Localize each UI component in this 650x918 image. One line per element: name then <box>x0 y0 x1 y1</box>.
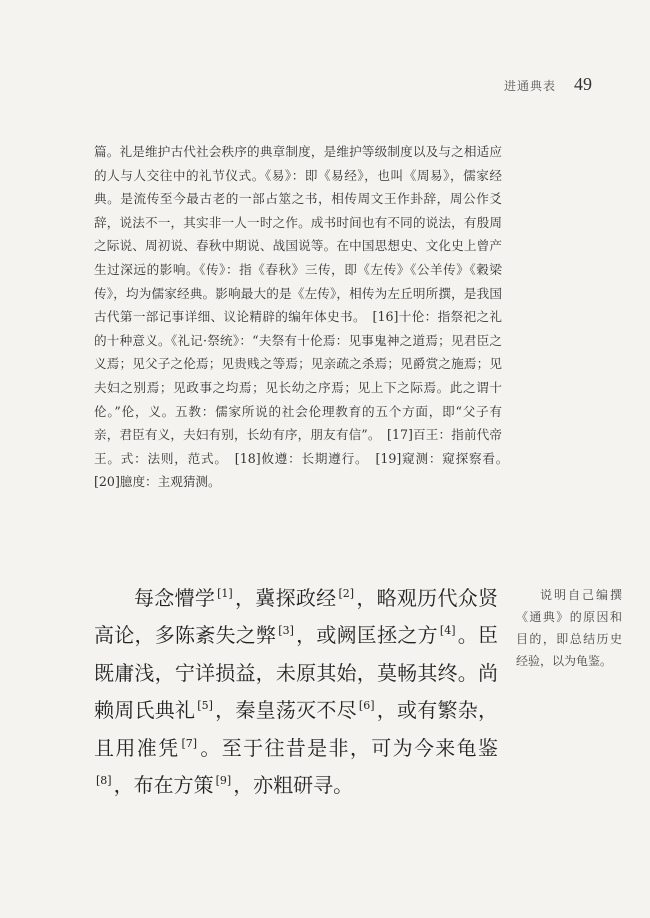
footnote-marker: [4] <box>439 624 456 638</box>
footnote-marker: [3] <box>278 624 294 638</box>
footnote-marker: [6] <box>358 699 375 713</box>
main-segment: ，亦粗研寻。 <box>233 773 354 798</box>
annotation-notes <box>94 140 515 494</box>
notes-text: 篇。礼是维护古代社会秩序的典章制度，是维护等级制度以及与之相适应的人与人交往中的礼节仪式。《易》：即《易经》，也叫《周易》，儒家经典。是流传至今最古老的一部占筮之书，相传周文王作卦辞，周公作爻辞，说法不一，其实非一人一时之作。成书时间也有不同的说法，有殷周之际说、周初说、春秋中期说、战国说等。在中国思想史、文化史上曾产生过深远的影响。《传》：指《春秋》三传，即《左传》《公羊传》《穀梁传》，均为儒家经典。影响最大的是《左传》，相传为左丘明所撰，是我国古代第一部记事详细、议论精辟的编年体史书。 [16]十伦：指祭祀之礼的十种意义。《礼记·祭统》：“夫祭有十伦焉：见事鬼神之道焉；见君臣之义焉；见父子之伦焉；见贵贱之等焉；见亲疏之杀焉；见爵赏之施焉；见夫妇之别焉；见政事之均焉；见长幼之序焉；见上下之际焉。此之谓十伦。”伦，义。五教：儒家所说的社会伦理教育的五个方面，即“父子有亲，君臣有义，夫妇有别，长幼有序，朋友有信”。 [17]百王：指前代帝王。式：法则，范式。 [18]攸遵：长期遵行。 [19]窥测：窥探察看。 [20]臆度：主观猜测。 <box>94 144 515 490</box>
main-segment: ，或阙匡拯之方 <box>295 623 438 648</box>
footnote-marker: [7] <box>181 736 198 750</box>
main-segment: ，略观历代众贤高论，多陈紊失之弊 <box>94 586 499 648</box>
main-segment: 每念懵学 <box>134 586 216 610</box>
main-segment: ，冀探政经 <box>234 586 337 610</box>
main-segment: ，布在方策 <box>113 773 214 798</box>
margin-note-text: 说明自己编撰《通典》的原因和目的，即总结历史经验，以为龟鉴。 <box>516 588 622 668</box>
main-paragraph <box>94 580 498 804</box>
footnote-marker: [9] <box>215 774 232 788</box>
header-title: 进通典表 <box>503 79 556 93</box>
margin-note <box>516 584 622 672</box>
footnote-marker: [1] <box>217 587 233 600</box>
main-segment: ，或有繁杂，且用准凭 <box>94 698 499 760</box>
main-segment: 。至于往昔是非，可为今来龟鉴 <box>199 735 499 760</box>
main-segment: ，秦皇荡灭不尽 <box>214 698 357 723</box>
main-segment: 。臣既庸浅，宁详损益，未原其始，莫畅其终。尚赖周氏典礼 <box>94 623 499 723</box>
footnote-marker: [5] <box>197 699 213 713</box>
main-text <box>94 580 498 804</box>
footnote-marker: [2] <box>338 587 355 600</box>
footnote-marker: [8] <box>96 774 112 788</box>
page-number: 49 <box>574 74 592 94</box>
running-header <box>504 74 592 95</box>
